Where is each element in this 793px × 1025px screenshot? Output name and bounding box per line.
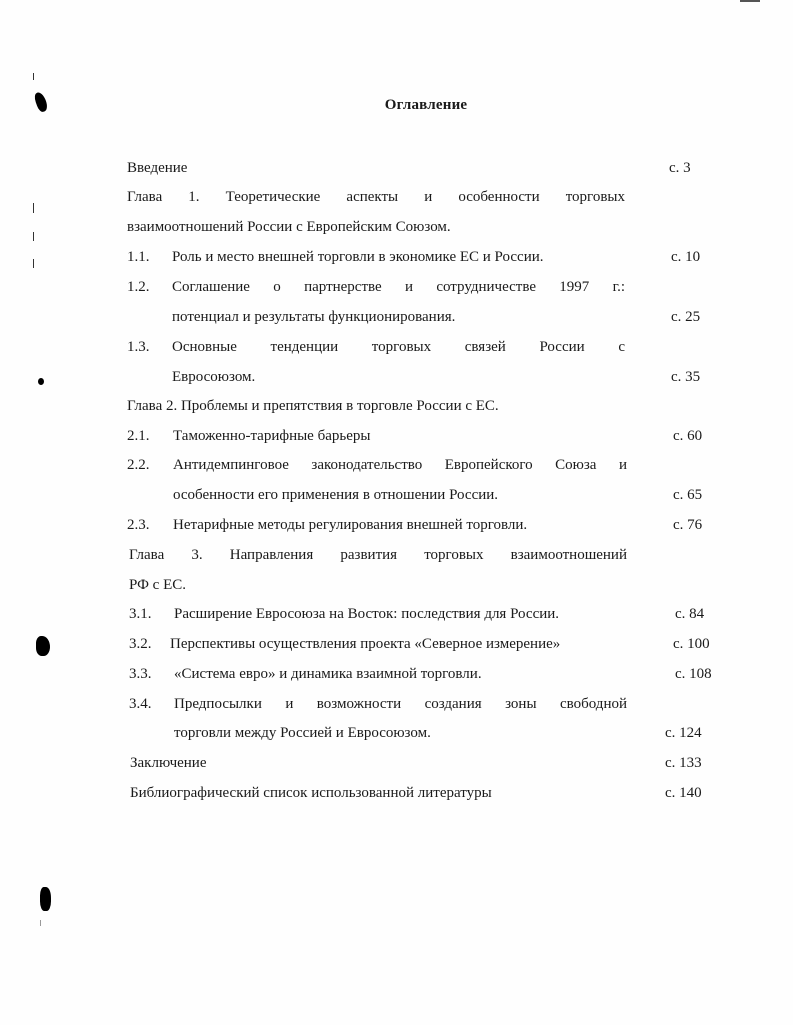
toc-section-1-3-line1: Основные тенденции торговых связей России с [172,339,625,355]
toc-section-number: 2.1. [127,428,150,444]
toc-section-2-3: Нетарифные методы регулирования внешней торговли. [173,517,528,533]
toc-page-2-2: с. 65 [673,487,703,503]
toc-entry-bibliography: Библиографический список использованной литературы [130,785,492,801]
toc-chapter-3-line1: Глава 3. Направления развития торговых взаимоотношений [129,547,627,563]
scan-mark [33,73,34,80]
toc-page-conclusion: с. 133 [665,755,702,771]
scan-blot-lower [36,636,50,656]
scan-mark [40,920,41,926]
toc-section-3-1: Расширение Евросоюза на Восток: последствия для России. [174,606,560,622]
toc-section-1-2-line2: потенциал и результаты функционирования. [172,309,456,325]
toc-section-number: 1.2. [127,279,150,295]
toc-title: Оглавление [384,97,468,113]
toc-section-1-1: Роль и место внешней торговли в экономике ЕС и России. [172,249,544,265]
toc-page-2-3: с. 76 [673,517,703,533]
toc-page-3-2: с. 100 [673,636,710,652]
scan-blot-mid [38,378,44,385]
toc-page-3-4: с. 124 [665,725,702,741]
toc-section-2-2-line1: Антидемпинговое законодательство Европейского Союза и [173,457,627,473]
toc-chapter-2: Глава 2. Проблемы и препятствия в торговле России с ЕС. [127,398,499,414]
scan-mark-corner [740,0,760,2]
toc-section-2-2-line2: особенности его применения в отношении России. [173,487,499,503]
scan-mark [33,232,34,241]
toc-section-3-4-line2: торговли между Россией и Евросоюзом. [174,725,431,741]
toc-chapter-3-line2: РФ с ЕС. [129,577,187,593]
toc-section-2-1: Таможенно-тарифные барьеры [173,428,371,444]
scan-mark [33,203,34,213]
toc-chapter-1-line2: взаимоотношений России с Европейским Союзом. [127,219,451,235]
toc-chapter-1-line1: Глава 1. Теоретические аспекты и особенности торговых [127,189,625,205]
toc-page-bibliography: с. 140 [665,785,702,801]
toc-page-1-3: с. 35 [671,369,701,385]
scan-blot-bottom [40,887,51,911]
toc-section-number: 2.2. [127,457,150,473]
toc-section-3-2: Перспективы осуществления проекта «Северное измерение» [170,636,561,652]
toc-section-number: 3.3. [129,666,152,682]
toc-entry-intro: Введение [127,160,188,176]
toc-page-1-2: с. 25 [671,309,701,325]
toc-section-1-3-line2: Евросоюзом. [172,369,256,385]
toc-section-3-4-line1: Предпосылки и возможности создания зоны свободной [174,696,627,712]
toc-section-number: 1.3. [127,339,150,355]
toc-page-3-3: с. 108 [675,666,712,682]
toc-section-number: 3.1. [129,606,152,622]
toc-section-1-2-line1: Соглашение о партнерстве и сотрудничестве 1997 г.: [172,279,625,295]
toc-entry-conclusion: Заключение [130,755,207,771]
scan-mark [33,259,34,268]
toc-section-number: 1.1. [127,249,150,265]
toc-section-number: 3.4. [129,696,152,712]
toc-section-number: 2.3. [127,517,150,533]
toc-page-intro: с. 3 [669,160,691,176]
toc-section-3-3: «Система евро» и динамика взаимной торговли. [174,666,482,682]
toc-page-3-1: с. 84 [675,606,705,622]
toc-section-number: 3.2. [129,636,152,652]
toc-page-2-1: с. 60 [673,428,703,444]
toc-page-1-1: с. 10 [671,249,701,265]
